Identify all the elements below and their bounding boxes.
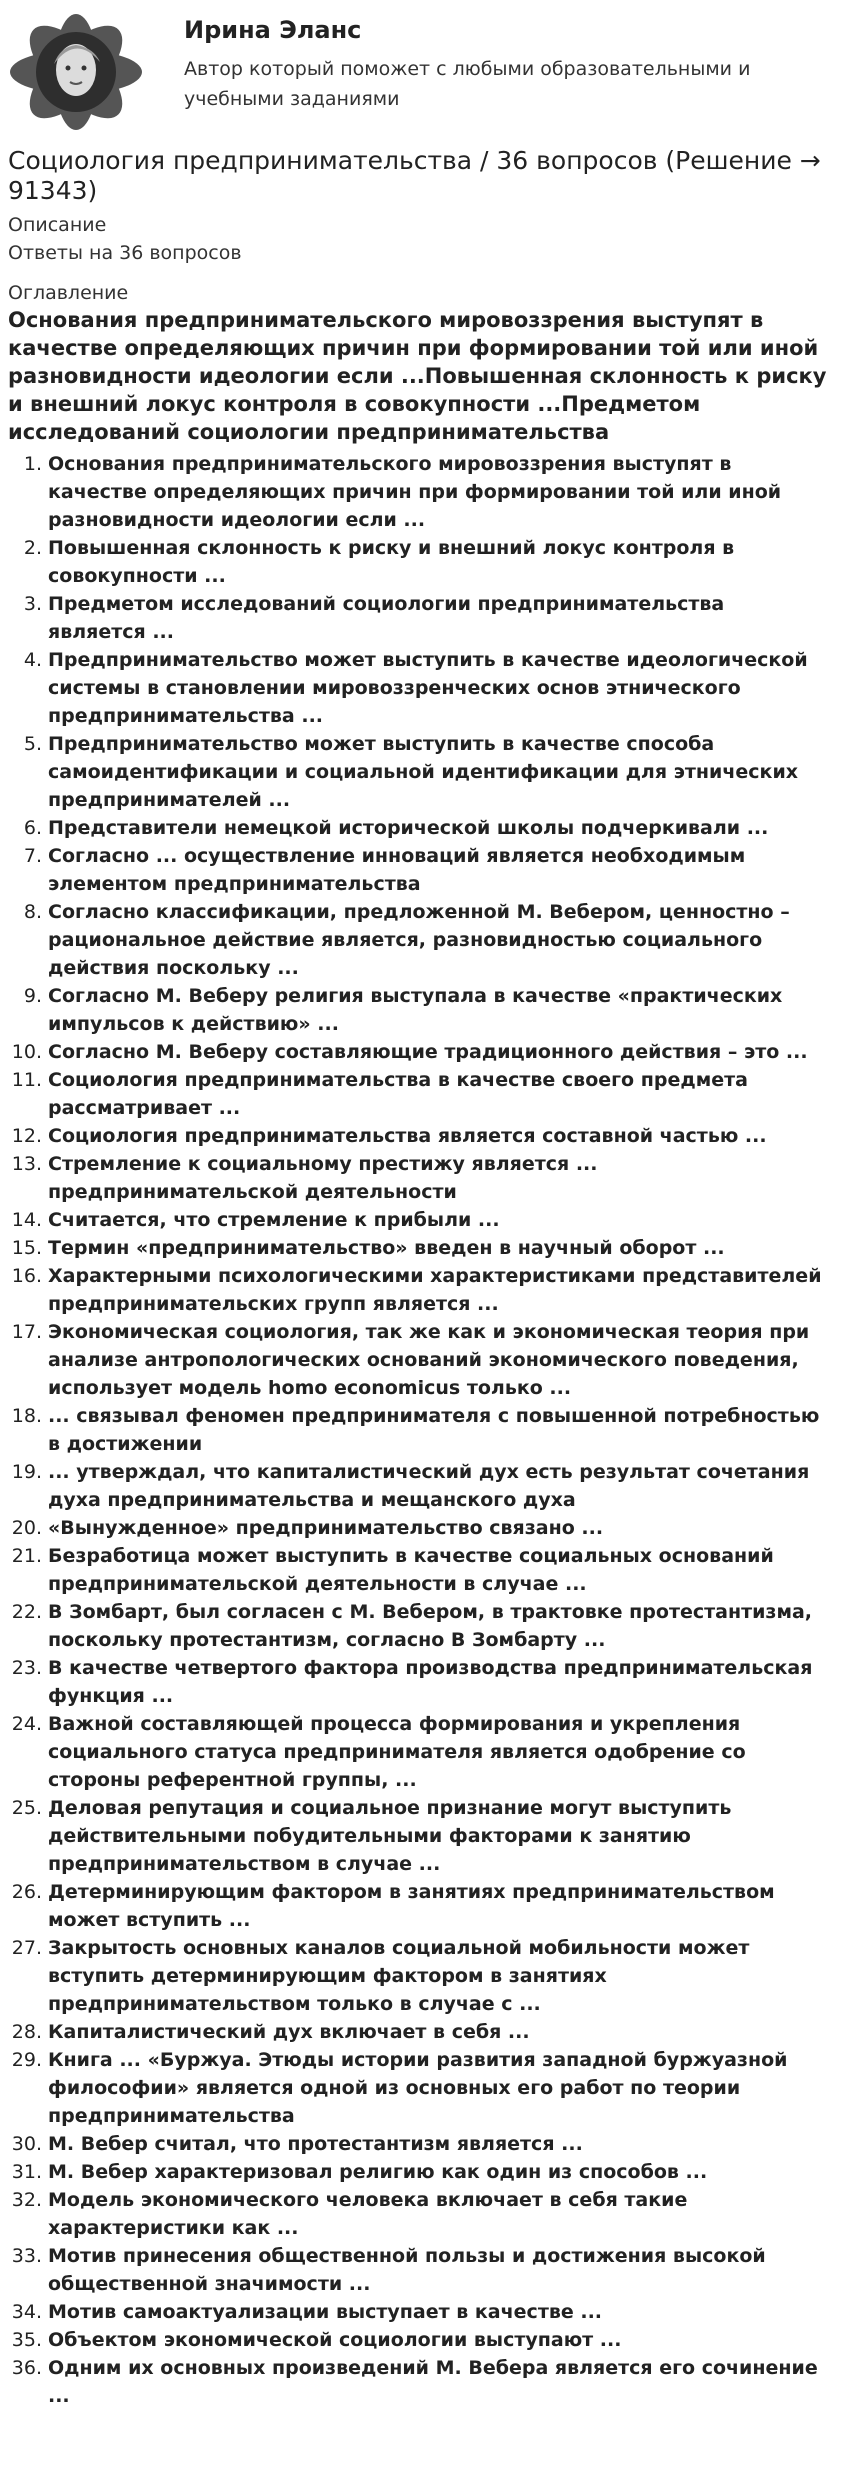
question-text: Согласно классификации, предложенной М. Вебером, ценностно – рациональное действие является, разновидностью социального действия поскольку ... [48, 901, 790, 979]
question-text: В качестве четвертого фактора производства предпринимательская функция ... [48, 1657, 813, 1707]
question-item [0, 1066, 828, 1122]
author-description: Автор который поможет с любыми образовательными и учебными заданиями [184, 58, 751, 110]
question-text: М. Вебер характеризовал религию как один из способов ... [48, 2161, 708, 2183]
question-item [0, 1654, 828, 1710]
question-item [0, 814, 828, 842]
question-text: Предпринимательство может выступить в качестве идеологической системы в становлении мировоззренческих основ этнического предпринимательства ... [48, 649, 808, 727]
question-number: 18. [11, 1405, 42, 1427]
question-text: Согласно М. Веберу составляющие традиционного действия – это ... [48, 1041, 808, 1063]
question-number: 9. [23, 985, 42, 1007]
description-text: Ответы на 36 вопросов [8, 242, 242, 264]
question-text: Детерминирующим фактором в занятиях предпринимательством может вступить ... [48, 1881, 775, 1931]
question-number: 1. [23, 453, 42, 475]
question-item [0, 2046, 828, 2130]
author-block [8, 12, 838, 132]
question-text: Предметом исследований социологии предпринимательства является ... [48, 593, 725, 643]
question-number: 20. [11, 1517, 42, 1539]
question-number: 11. [11, 1069, 42, 1091]
question-number: 4. [23, 649, 42, 671]
question-number: 5. [23, 733, 42, 755]
question-item [0, 2326, 828, 2354]
question-text: Мотив принесения общественной пользы и достижения высокой общественной значимости ... [48, 2245, 766, 2295]
question-number: 35. [11, 2329, 42, 2351]
question-text: ... утверждал, что капиталистический дух есть результат сочетания духа предпринимательства и мещанского духа [48, 1461, 810, 1511]
question-item [0, 2018, 828, 2046]
question-text: Согласно ... осуществление инноваций является необходимым элементом предпринимательства [48, 845, 746, 895]
question-number: 27. [11, 1937, 42, 1959]
question-number: 24. [11, 1713, 42, 1735]
question-item [0, 1150, 828, 1206]
question-text: Согласно М. Веберу религия выступала в качестве «практических импульсов к действию» ... [48, 985, 783, 1035]
question-item [0, 1794, 828, 1878]
question-text: Важной составляющей процесса формирования и укрепления социального статуса предпринимателя является одобрение со стороны референтной группы, ... [48, 1713, 746, 1791]
question-number: 7. [23, 845, 42, 867]
question-item [0, 2130, 828, 2158]
question-text: Основания предпринимательского мировоззрения выступят в качестве определяющих причин при формировании той или иной разновидности идеологии если ... [48, 453, 782, 531]
question-number: 25. [11, 1797, 42, 1819]
question-text: Стремление к социальному престижу является ... предпринимательской деятельности [48, 1153, 598, 1203]
question-item [0, 1402, 828, 1458]
question-item [0, 982, 828, 1038]
author-name[interactable]: Ирина Эланс [184, 16, 362, 44]
question-number: 23. [11, 1657, 42, 1679]
question-item [0, 842, 828, 898]
question-number: 29. [11, 2049, 42, 2071]
description-label: Описание [8, 214, 107, 236]
question-text: Модель экономического человека включает в себя такие характеристики как ... [48, 2189, 688, 2239]
question-number: 26. [11, 1881, 42, 1903]
question-number: 10. [11, 1041, 42, 1063]
avatar [8, 12, 144, 132]
question-text: Безработица может выступить в качестве социальных оснований предпринимательской деятельности в случае ... [48, 1545, 774, 1595]
question-item [0, 1122, 828, 1150]
question-item [0, 534, 828, 590]
question-text: Термин «предпринимательство» введен в научный оборот ... [48, 1237, 725, 1259]
question-text: Представители немецкой исторической школы подчеркивали ... [48, 817, 769, 839]
question-list [0, 450, 847, 2410]
question-number: 34. [11, 2301, 42, 2323]
question-item [0, 1458, 828, 1514]
question-number: 31. [11, 2161, 42, 2183]
question-text: Объектом экономической социологии выступают ... [48, 2329, 622, 2351]
question-item [0, 1234, 828, 1262]
question-item [0, 1542, 828, 1598]
question-number: 30. [11, 2133, 42, 2155]
question-text: Мотив самоактуализации выступает в качестве ... [48, 2301, 603, 2323]
question-number: 15. [11, 1237, 42, 1259]
question-text: Характерными психологическими характеристиками представителей предпринимательских групп является ... [48, 1265, 822, 1315]
question-number: 17. [11, 1321, 42, 1343]
question-number: 8. [23, 901, 42, 923]
question-text: ... связывал феномен предпринимателя с повышенной потребностью в достижении [48, 1405, 820, 1455]
question-text: Социология предпринимательства в качестве своего предмета рассматривает ... [48, 1069, 748, 1119]
question-item [0, 2242, 828, 2298]
question-item [0, 1598, 828, 1654]
question-number: 6. [23, 817, 42, 839]
question-text: Считается, что стремление к прибыли ... [48, 1209, 500, 1231]
question-item [0, 2158, 828, 2186]
question-number: 21. [11, 1545, 42, 1567]
question-number: 28. [11, 2021, 42, 2043]
question-text: Деловая репутация и социальное признание могут выступить действительными побудительными факторами к занятию предпринимательством в случае ... [48, 1797, 732, 1875]
question-item [0, 2298, 828, 2326]
question-item [0, 450, 828, 534]
question-text: Экономическая социология, так же как и экономическая теория при анализе антропологических оснований экономического поведения, использует модель homo economicus только ... [48, 1321, 810, 1399]
question-text: Закрытость основных каналов социальной мобильности может вступить детерминирующим фактором в занятиях предпринимательством только в случае с ... [48, 1937, 750, 2015]
question-item [0, 646, 828, 730]
question-text: Одним их основных произведений М. Вебера является его сочинение ... [48, 2357, 818, 2407]
question-number: 36. [11, 2357, 42, 2379]
question-number: 32. [11, 2189, 42, 2211]
question-number: 2. [23, 537, 42, 559]
question-item [0, 1514, 828, 1542]
question-item [0, 1710, 828, 1794]
question-text: В Зомбарт, был согласен с М. Вебером, в трактовке протестантизма, поскольку протестантизм, согласно В Зомбарту ... [48, 1601, 813, 1651]
question-item [0, 1878, 828, 1934]
question-text: Предпринимательство может выступить в качестве способа самоидентификации и социальной идентификации для этнических предпринимателей ... [48, 733, 799, 811]
question-number: 3. [23, 593, 42, 615]
question-text: Социология предпринимательства является составной частью ... [48, 1125, 767, 1147]
question-number: 19. [11, 1461, 42, 1483]
question-item [0, 1262, 828, 1318]
question-number: 12. [11, 1125, 42, 1147]
question-number: 13. [11, 1153, 42, 1175]
page-title: Социология предпринимательства / 36 вопросов (Решение → 91343) [8, 146, 821, 205]
question-item [0, 898, 828, 982]
question-item [0, 1934, 828, 2018]
question-text: «Вынужденное» предпринимательство связано ... [48, 1517, 604, 1539]
question-item [0, 590, 828, 646]
question-number: 14. [11, 1209, 42, 1231]
question-number: 33. [11, 2245, 42, 2267]
question-item [0, 1206, 828, 1234]
question-text: М. Вебер считал, что протестантизм является ... [48, 2133, 583, 2155]
question-number: 16. [11, 1265, 42, 1287]
question-item [0, 2354, 828, 2410]
question-text: Книга ... «Буржуа. Этюды истории развития западной буржуазной философии» является одной из основных его работ по теории предпринимательства [48, 2049, 788, 2127]
question-item [0, 730, 828, 814]
question-item [0, 1038, 828, 1066]
question-number: 22. [11, 1601, 42, 1623]
question-item [0, 2186, 828, 2242]
question-text: Повышенная склонность к риску и внешний локус контроля в совокупности ... [48, 537, 735, 587]
summary-text: Основания предпринимательского мировоззрения выступят в качестве определяющих причин при формировании той или иной разновидности идеологии если ...Повышенная склонность к риску и внешний локус контроля в совокупности ...Предметом исследований социологии предпринимательства [8, 308, 827, 444]
toc-label: Оглавление [8, 282, 129, 304]
question-text: Капиталистический дух включает в себя ... [48, 2021, 530, 2043]
question-item [0, 1318, 828, 1402]
